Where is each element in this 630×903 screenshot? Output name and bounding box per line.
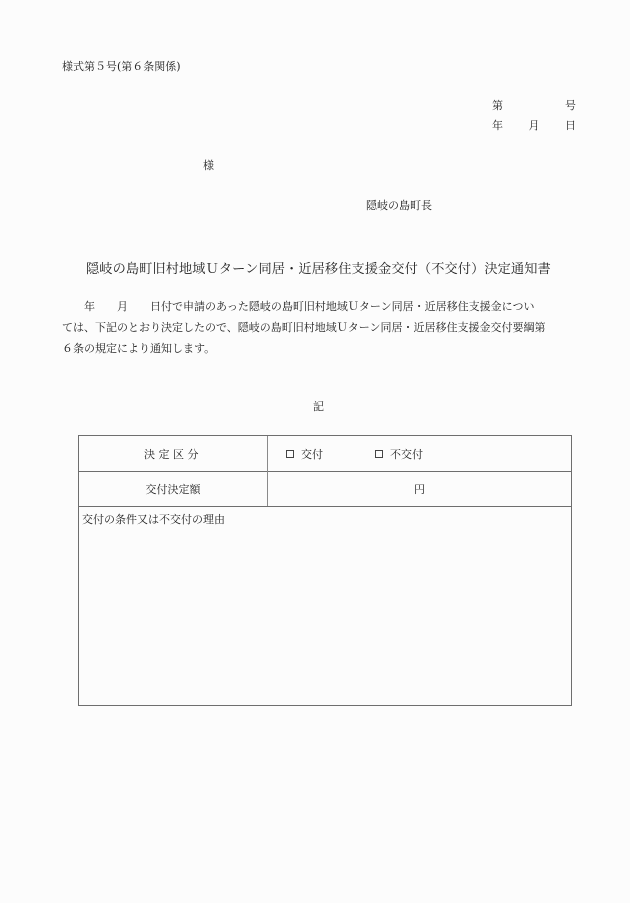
- amount-unit: 円: [414, 482, 425, 496]
- table-row-reason[interactable]: [79, 506, 571, 705]
- category-label: 決定区分: [144, 447, 202, 461]
- table-row-grant-amount: [79, 471, 571, 507]
- document-number: [492, 97, 576, 113]
- issue-date: [492, 117, 576, 133]
- checkbox-icon[interactable]: [286, 450, 294, 458]
- body-line-2: ては、下記のとおり決定したので、隠岐の島町旧村地域Ｕターン同居・近居移住支援金交付要綱第: [62, 321, 546, 334]
- reason-label: 交付の条件又は不交付の理由: [82, 513, 225, 526]
- option-non-grant-label: 不交付: [390, 447, 423, 461]
- category-label-cell: [79, 436, 268, 471]
- ki-heading: 記: [313, 400, 324, 413]
- date-month: 月: [528, 119, 540, 132]
- table-row-decision-category: [79, 436, 571, 472]
- amount-value-cell[interactable]: [268, 471, 571, 506]
- option-grant[interactable]: [286, 446, 323, 462]
- body-line-1: 年 月 日付で申請のあった隠岐の島町旧村地域Ｕターン同居・近居移住支援金につい: [62, 300, 535, 313]
- date-day: 日: [565, 119, 576, 132]
- doc-number-prefix: 第: [492, 99, 503, 112]
- amount-label: 交付決定額: [145, 482, 201, 496]
- form-number: 様式第５号(第６条関係): [62, 60, 181, 73]
- category-options-cell: [268, 436, 571, 471]
- option-grant-label: 交付: [301, 447, 323, 461]
- doc-number-suffix: 号: [565, 99, 576, 112]
- decision-table: [78, 435, 572, 706]
- issuer-name: 隠岐の島町長: [366, 199, 432, 212]
- body-line-3: ６条の規定により通知します。: [62, 342, 216, 355]
- date-year: 年: [492, 119, 503, 132]
- document-title: 隠岐の島町旧村地域Ｕターン同居・近居移住支援金交付（不交付）決定通知書: [86, 262, 551, 277]
- checkbox-icon[interactable]: [375, 450, 383, 458]
- amount-label-cell: [79, 471, 268, 506]
- body-paragraph: [62, 296, 582, 359]
- option-non-grant[interactable]: [375, 446, 423, 462]
- recipient-honorific: 様: [203, 159, 214, 172]
